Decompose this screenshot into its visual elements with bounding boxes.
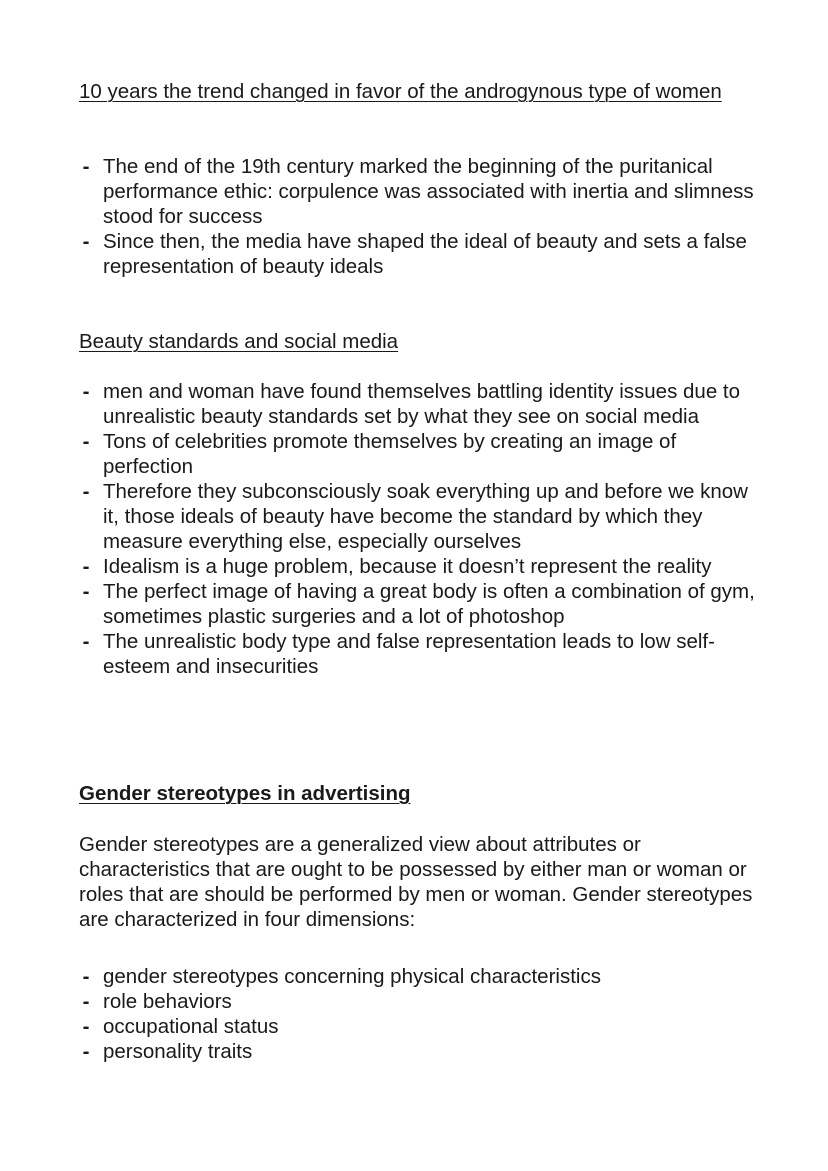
list-item: [79, 989, 759, 1014]
list-item-text: Idealism is a huge problem, because it doesn’t represent the reality: [103, 555, 712, 578]
section-heading-gender-stereotypes: Gender stereotypes in advertising: [79, 782, 411, 805]
list-item-text: The unrealistic body type and false representation leads to low self-esteem and insecurities: [103, 630, 715, 678]
list-item: [79, 964, 759, 989]
dash-bullet-icon: -: [82, 430, 90, 453]
dash-bullet-icon: -: [82, 965, 90, 988]
list-item-text: gender stereotypes concerning physical characteristics: [103, 965, 601, 988]
dash-bullet-icon: -: [82, 580, 90, 603]
dash-bullet-icon: -: [82, 230, 90, 253]
list-item: [79, 379, 759, 429]
list-item: [79, 229, 759, 279]
list-item-text: Since then, the media have shaped the ideal of beauty and sets a false representation of beauty ideals: [103, 230, 747, 278]
list-item: [79, 629, 759, 679]
dash-bullet-icon: -: [82, 990, 90, 1013]
list-item-text: Therefore they subconsciously soak everything up and before we know it, those ideals of beauty have become the standard by which they measure everything else, especially ourselves: [103, 480, 748, 553]
list-item-text: occupational status: [103, 1015, 279, 1038]
bullet-list-dimensions: [79, 964, 759, 1064]
section-heading-social-media: Beauty standards and social media: [79, 330, 399, 353]
dash-bullet-icon: -: [82, 380, 90, 403]
bullet-list-history: [79, 154, 759, 279]
list-item: [79, 579, 759, 629]
gender-stereotypes-paragraph: Gender stereotypes are a generalized view about attributes or characteristics that are ought to be possessed by either man or woman or roles that are should be performed by men or woman. Gender stereotypes are characterized in four dimensions:: [79, 833, 753, 931]
list-item-text: men and woman have found themselves battling identity issues due to unrealistic beauty standards set by what they see on social media: [103, 380, 741, 428]
list-item: [79, 154, 759, 229]
dash-bullet-icon: -: [82, 555, 90, 578]
dash-bullet-icon: -: [82, 480, 90, 503]
list-item: [79, 479, 759, 554]
list-item: [79, 554, 759, 579]
list-item-text: The perfect image of having a great body is often a combination of gym, sometimes plastic surgeries and a lot of photoshop: [103, 580, 755, 628]
dash-bullet-icon: -: [82, 1040, 90, 1063]
section-heading-trend: 10 years the trend changed in favor of the androgynous type of women: [79, 80, 722, 103]
list-item-text: personality traits: [103, 1040, 253, 1063]
bullet-list-social-media: [79, 379, 759, 679]
dash-bullet-icon: -: [82, 630, 90, 653]
list-item-text: The end of the 19th century marked the beginning of the puritanical performance ethic: corpulence was associated with inertia and slimness stood for success: [103, 155, 754, 228]
list-item: [79, 429, 759, 479]
list-item: [79, 1039, 759, 1064]
dash-bullet-icon: -: [82, 155, 90, 178]
list-item: [79, 1014, 759, 1039]
list-item-text: Tons of celebrities promote themselves by creating an image of perfection: [103, 430, 677, 478]
list-item-text: role behaviors: [103, 990, 232, 1013]
dash-bullet-icon: -: [82, 1015, 90, 1038]
